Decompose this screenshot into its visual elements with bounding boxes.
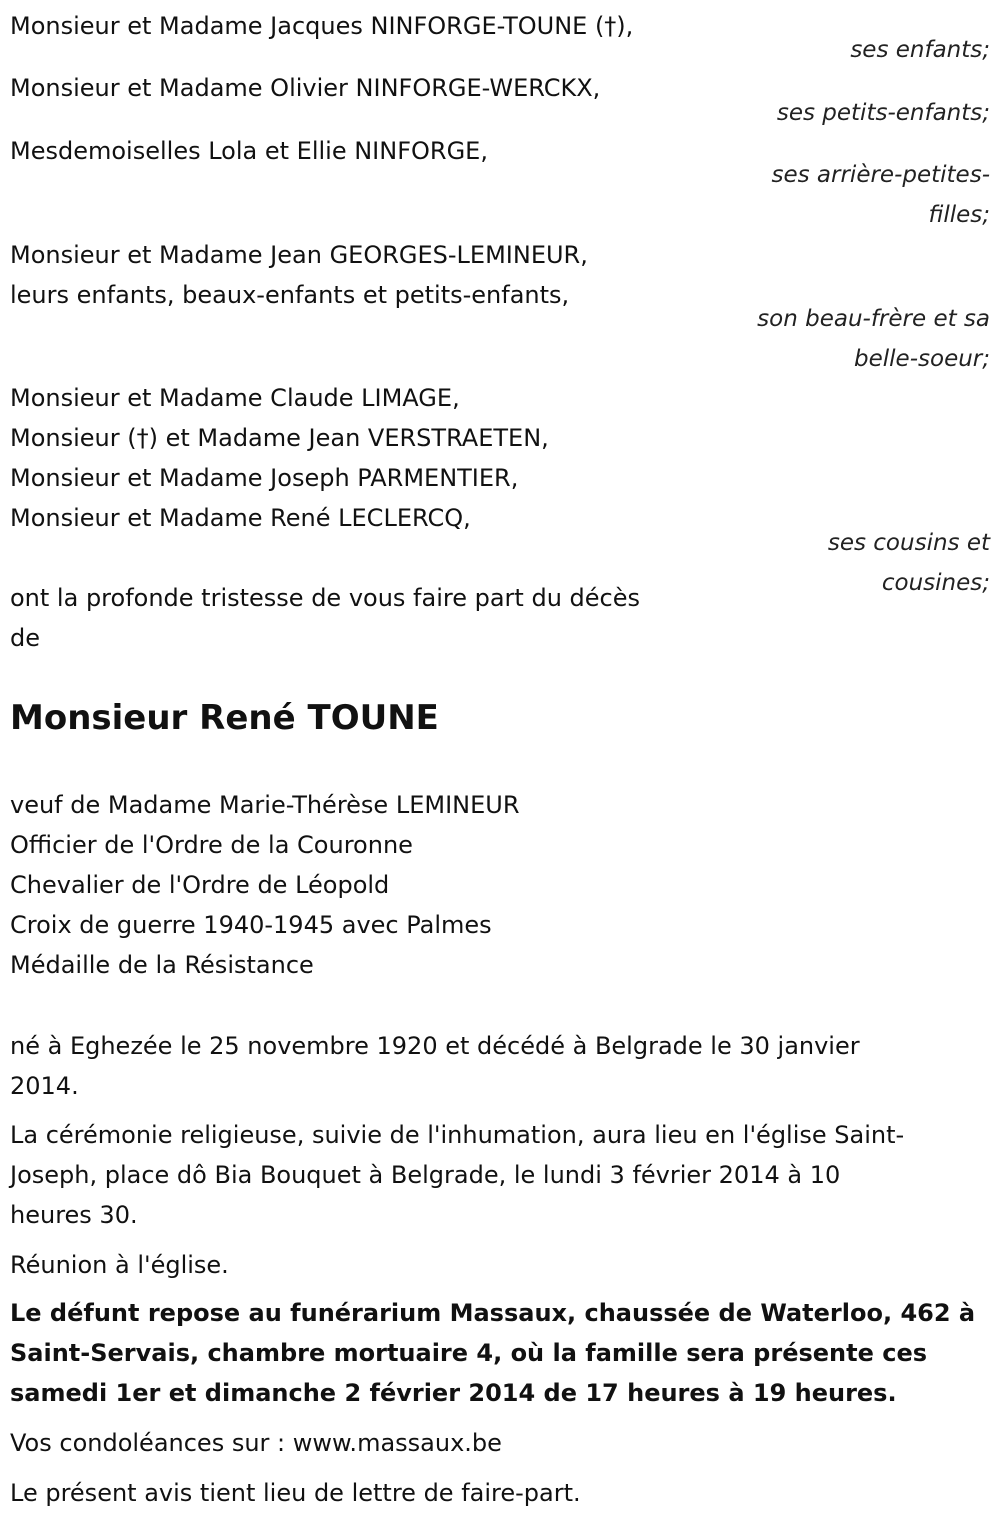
relation-label: ses enfants; xyxy=(850,37,990,63)
family-line: Monsieur et Madame Jacques NINFORGE-TOUNE (†), xyxy=(10,12,634,40)
deceased-name: Monsieur René TOUNE xyxy=(10,698,439,738)
relation-label: cousines; xyxy=(881,570,990,596)
relation-label: son beau-frère et sa xyxy=(757,306,990,332)
title-line: Chevalier de l'Ordre de Léopold xyxy=(10,871,390,899)
relation-label: ses arrière-petites- xyxy=(771,162,990,188)
announcement-line: ont la profonde tristesse de vous faire part du décès xyxy=(10,584,640,612)
family-line: Mesdemoiselles Lola et Ellie NINFORGE, xyxy=(10,137,488,165)
repose-line: samedi 1er et dimanche 2 février 2014 de 17 heures à 19 heures. xyxy=(10,1379,897,1407)
title-line: Croix de guerre 1940-1945 avec Palmes xyxy=(10,911,492,939)
repose-line: Le défunt repose au funérarium Massaux, chaussée de Waterloo, 462 à xyxy=(10,1299,976,1327)
condolences-line xyxy=(10,1427,502,1459)
closing-text: Le présent avis tient lieu de lettre de faire-part. xyxy=(10,1479,581,1507)
family-line: Monsieur et Madame René LECLERCQ, xyxy=(10,504,471,532)
announcement-line: de xyxy=(10,624,40,652)
ceremony-line: La cérémonie religieuse, suivie de l'inhumation, aura lieu en l'église Saint- xyxy=(10,1121,905,1149)
family-line: Monsieur (†) et Madame Jean VERSTRAETEN, xyxy=(10,424,549,452)
family-line: Monsieur et Madame Claude LIMAGE, xyxy=(10,384,460,412)
relation-label: filles; xyxy=(928,202,990,228)
condolences-link[interactable]: www.massaux.be xyxy=(292,1429,502,1457)
ceremony-line: Joseph, place dô Bia Bouquet à Belgrade, le lundi 3 février 2014 à 10 xyxy=(10,1161,841,1189)
birth-death-line: né à Eghezée le 25 novembre 1920 et décédé à Belgrade le 30 janvier xyxy=(10,1032,860,1060)
birth-death-line: 2014. xyxy=(10,1072,79,1100)
condolences-label: Vos condoléances sur : xyxy=(10,1429,293,1457)
title-line: veuf de Madame Marie-Thérèse LEMINEUR xyxy=(10,791,520,819)
family-line: Monsieur et Madame Jean GEORGES-LEMINEUR, xyxy=(10,241,588,269)
title-line: Officier de l'Ordre de la Couronne xyxy=(10,831,413,859)
relation-label: ses cousins et xyxy=(827,530,990,556)
relation-label: ses petits-enfants; xyxy=(776,100,990,126)
repose-line: Saint-Servais, chambre mortuaire 4, où la famille sera présente ces xyxy=(10,1339,928,1367)
title-line: Médaille de la Résistance xyxy=(10,951,314,979)
family-line: Monsieur et Madame Olivier NINFORGE-WERCKX, xyxy=(10,74,601,102)
family-line: leurs enfants, beaux-enfants et petits-enfants, xyxy=(10,281,570,309)
family-line: Monsieur et Madame Joseph PARMENTIER, xyxy=(10,464,519,492)
reunion-text: Réunion à l'église. xyxy=(10,1251,229,1279)
relation-label: belle-soeur; xyxy=(854,346,990,372)
ceremony-line: heures 30. xyxy=(10,1201,138,1229)
